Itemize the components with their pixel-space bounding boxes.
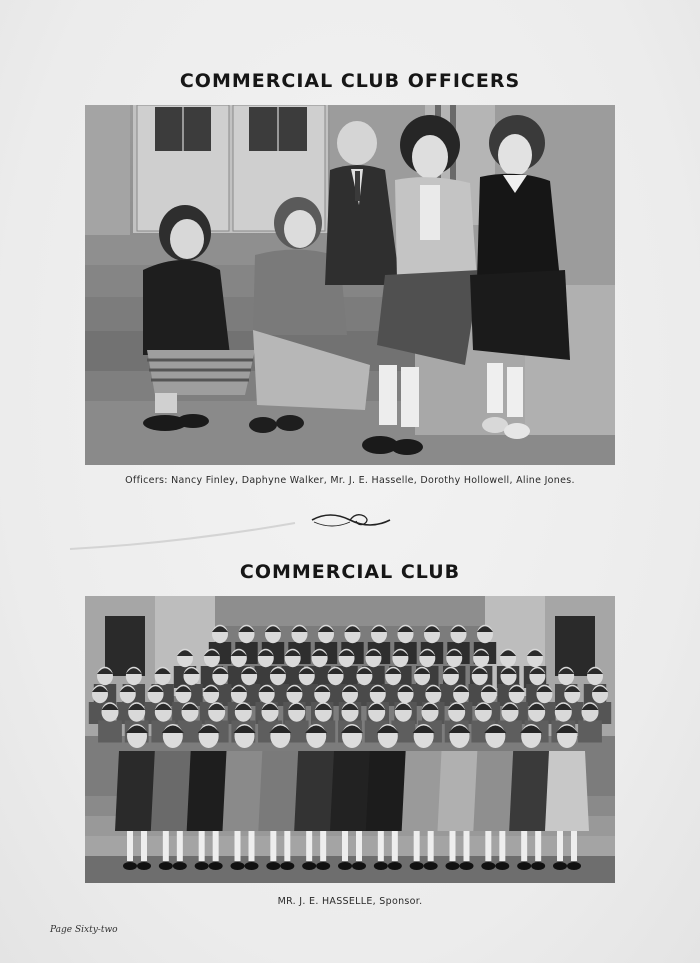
ink-smudge	[60, 515, 300, 555]
officers-caption: Officers: Nancy Finley, Daphyne Walker, Mr. J. E. Hasselle, Dorothy Hollowell, Aline Jones.	[125, 475, 575, 486]
officers-photo	[85, 105, 615, 465]
club-caption: MR. J. E. HASSELLE, Sponsor.	[277, 896, 423, 907]
officers-heading: COMMERCIAL CLUB OFFICERS	[179, 70, 521, 92]
club-group-photo	[85, 596, 615, 883]
club-heading: COMMERCIAL CLUB	[239, 561, 461, 583]
page-number: Page Sixty-two	[50, 925, 118, 935]
flourish-ornament	[310, 508, 394, 532]
